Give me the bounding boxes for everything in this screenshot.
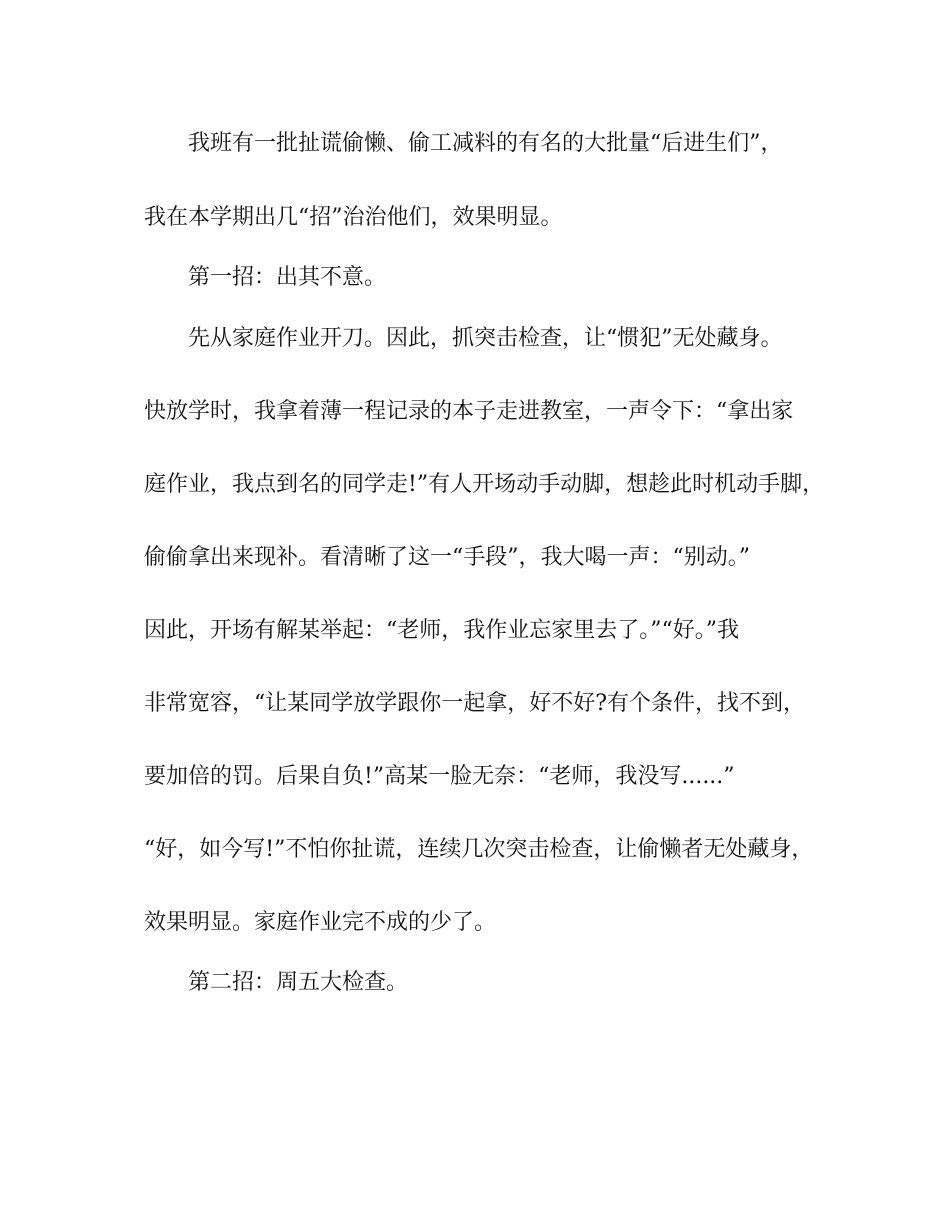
paragraph-line: 庭作业，我点到名的同学走!”有人开场动手动脚，想趁此时机动手脚，: [144, 472, 825, 497]
paragraph-line: 快放学时，我拿着薄一程记录的本子走进教室，一声令下：“拿出家: [144, 399, 794, 424]
section-heading: 第一招：出其不意。: [188, 265, 387, 290]
paragraph-line: “好，如今写!”不怕你扯谎，连续几次突击检查，让偷懒者无处藏身，: [144, 837, 814, 862]
paragraph-line: 我班有一批扯谎偷懒、偷工减料的有名的大批量“后进生们”，: [188, 131, 783, 156]
paragraph-line: 要加倍的罚。后果自负!”高某一脸无奈：“老师，我没写......”: [144, 764, 735, 789]
paragraph-line: 偷偷拿出来现补。看清晰了这一“手段”，我大喝一声：“别动。”: [144, 545, 750, 570]
paragraph-line: 非常宽容，“让某同学放学跟你一起拿，好不好?有个条件，找不到，: [144, 691, 806, 716]
paragraph-line: 我在本学期出几“招”治治他们，效果明显。: [144, 205, 563, 230]
paragraph-line: 因此，开场有解某举起：“老师，我作业忘家里去了。”“好。”我: [144, 618, 739, 643]
paragraph-line: 先从家庭作业开刀。因此，抓突击检查，让“惯犯”无处藏身。: [188, 326, 783, 351]
section-heading: 第二招：周五大检查。: [188, 970, 409, 995]
paragraph-line: 效果明显。家庭作业完不成的少了。: [144, 910, 497, 935]
